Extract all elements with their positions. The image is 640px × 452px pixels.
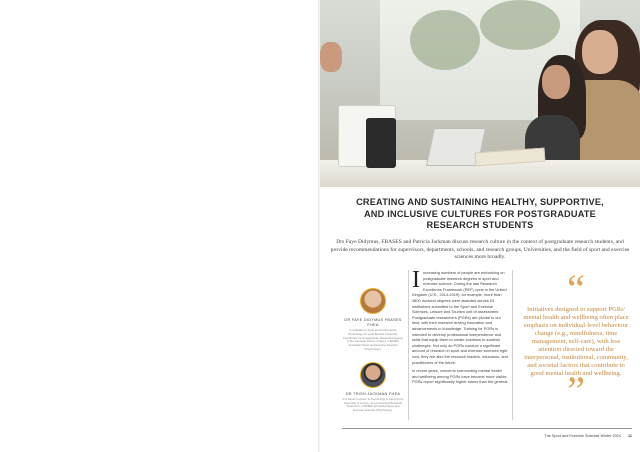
- author-photo: [360, 362, 386, 388]
- open-quote-icon: “: [567, 266, 585, 311]
- column-divider: [512, 270, 513, 420]
- photo-person-face: [542, 65, 570, 99]
- author-bio: is a Reader in Sport and Performance Psychology at Leeds Beckett University, Coordinator for Postgraduate Research Degrees in the Carnegie School of Sport, a BASES Accredited Sport and Exercise Scientist (Psychology).: [342, 328, 404, 351]
- body-paragraph: ncreasing numbers of people are embarking on postgraduate research degrees in sport and exercise science. During the last Research Excellence Framework (REF) cycle in the United Kingdom (U.K., 2014-2019), for example, more than 3800 doctoral degrees were awarded across 63 institutions submitted to the Sport and Exercise Sciences, Leisure and Tourism unit of assessment. Postgraduate researchers (PGRs) are pivotal to our field, with their research driving innovation and advancements in knowledge. Training for PGRs is intended to develop professional independence and skills that equip them to create solutions to societal challenges. Not only do PGRs conduct a significant amount of research in sport and exercise sciences right now, they are also the research leaders, educators, and practitioners of the future.: [412, 270, 508, 365]
- page-number: 11: [627, 434, 632, 438]
- right-page: [320, 0, 640, 452]
- article-headline: [350, 197, 610, 232]
- hero-photo: [320, 0, 640, 187]
- photo-device: [366, 118, 396, 168]
- photo-hand: [320, 42, 342, 72]
- photo-person-face: [582, 30, 618, 74]
- body-paragraph: In recent years, concerns surrounding mental health and wellbeing among PGRs have become more visible. PGRs report significantly higher stress than the general: [412, 368, 508, 385]
- footer-publication: The Sport and Exercise Scientist: [544, 434, 600, 438]
- author-photo: [360, 288, 386, 314]
- column-divider: [408, 270, 409, 420]
- headline-line: AND INCLUSIVE CULTURES FOR POSTGRADUATE: [363, 208, 597, 219]
- author-bio: is a Senior Lecturer in Psychology of Sport at the University of Lincoln, an experienced Research Supervisor, a BASES accredited Sport and Exercise Scientist (Psychology).: [342, 396, 404, 413]
- page-footer: [544, 434, 632, 438]
- headline-line: RESEARCH STUDENTS: [426, 220, 534, 230]
- drop-cap: I: [412, 267, 420, 293]
- footer-rule: [342, 428, 632, 429]
- author-name: DR TRISH JACKMAN FHEA: [345, 391, 401, 396]
- authors-column: [342, 270, 404, 413]
- article-standfirst: Drs Faye Didymus, FBASES and Patricia Jackman discuss research culture in the context of postgraduate research students, and provide recommendations for supervisors, departments, schools, and research groups, Universities, and the field of sport and exercise sciences more broadly.: [330, 239, 630, 261]
- photo-tree: [410, 10, 480, 70]
- footer-issue: Winter 2024: [600, 434, 621, 438]
- close-quote-icon: ”: [567, 368, 585, 413]
- headline-line: CREATING AND SUSTAINING HEALTHY, SUPPORTIVE,: [356, 197, 604, 207]
- pull-quote: [516, 266, 636, 413]
- photo-tree: [480, 0, 560, 50]
- author-name: DR FAYE DIDYMUS FBASES FHEA: [344, 318, 402, 327]
- body-text-column: [412, 267, 508, 385]
- pull-quote-text: Initiatives designed to support PGRs' mental health and wellbeing often place emphasis on individual-level behaviour change (e.g., mindfulness, time management, self-care), with less attention directed toward the interpersonal, institutional, community, and societal factors that contribute to good mental health and wellbeing.: [523, 306, 629, 377]
